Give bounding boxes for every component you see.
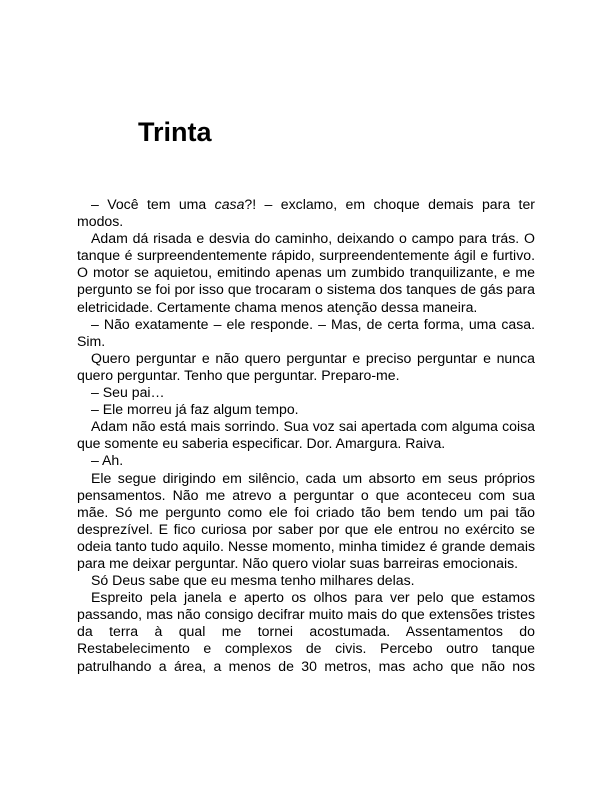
paragraph-8: – Ah. bbox=[91, 452, 124, 469]
paragraph-6: – Ele morreu já faz algum tempo. bbox=[91, 401, 299, 418]
paragraph-7: Adam não está mais sorrindo. Sua voz sai apertada com alguma coisa que somente eu saberia especificar. Dor. Amargura. Raiva. bbox=[77, 418, 535, 452]
chapter-title: Trinta bbox=[138, 117, 212, 147]
paragraph-10: Só Deus sabe que eu mesma tenho milhares delas. bbox=[91, 572, 415, 589]
paragraph-11: Espreito pela janela e aperto os olhos para ver pelo que estamos passando, mas não consigo decifrar muito mais do que extensões tristes da terra à qual me tornei acostumada. Assentamentos do Restabelecimento e complexos de civis. Percebo outro tanque patrulhando a área, a menos de 30 metros, mas acho que não nos bbox=[77, 589, 535, 674]
paragraph-2: Adam dá risada e desvia do caminho, deixando o campo para trás. O tanque é surpreendentemente rápido, surpreendentemente ágil e furtivo. O motor se aquietou, emitindo apenas um zumbido tranquilizante, e me pergunto se foi por isso que trocaram o sistema dos tanques de gás para eletricidade. Certamente chama menos atenção dessa maneira. bbox=[77, 230, 535, 315]
emphasis-casa: casa bbox=[214, 196, 245, 212]
paragraph-4: Quero perguntar e não quero perguntar e preciso perguntar e nunca quero perguntar. Tenho que perguntar. Preparo-me. bbox=[77, 349, 535, 383]
paragraph-1-start: – Você tem uma bbox=[91, 196, 215, 212]
paragraph-9: Ele segue dirigindo em silêncio, cada um absorto em seus próprios pensamentos. Não me atrevo a perguntar o que aconteceu com sua mãe. Só me pergunto como ele foi criado tão bem tendo um pai tão desprezível. E fico curiosa por saber por que ele entrou no exército se odeia tanto tudo aquilo. Nesse momento, minha timidez é grande demais para me deixar perguntar. Não quero violar suas barreiras emocionais. bbox=[77, 469, 535, 571]
paragraph-3: – Não exatamente – ele responde. – Mas, de certa forma, uma casa. Sim. bbox=[77, 315, 535, 349]
chapter-body bbox=[77, 196, 535, 675]
paragraph-1-end: ?! – exclamo, em choque demais para ter modos. bbox=[77, 196, 535, 230]
paragraph-1 bbox=[77, 196, 535, 230]
paragraph-5: – Seu pai… bbox=[91, 384, 165, 401]
